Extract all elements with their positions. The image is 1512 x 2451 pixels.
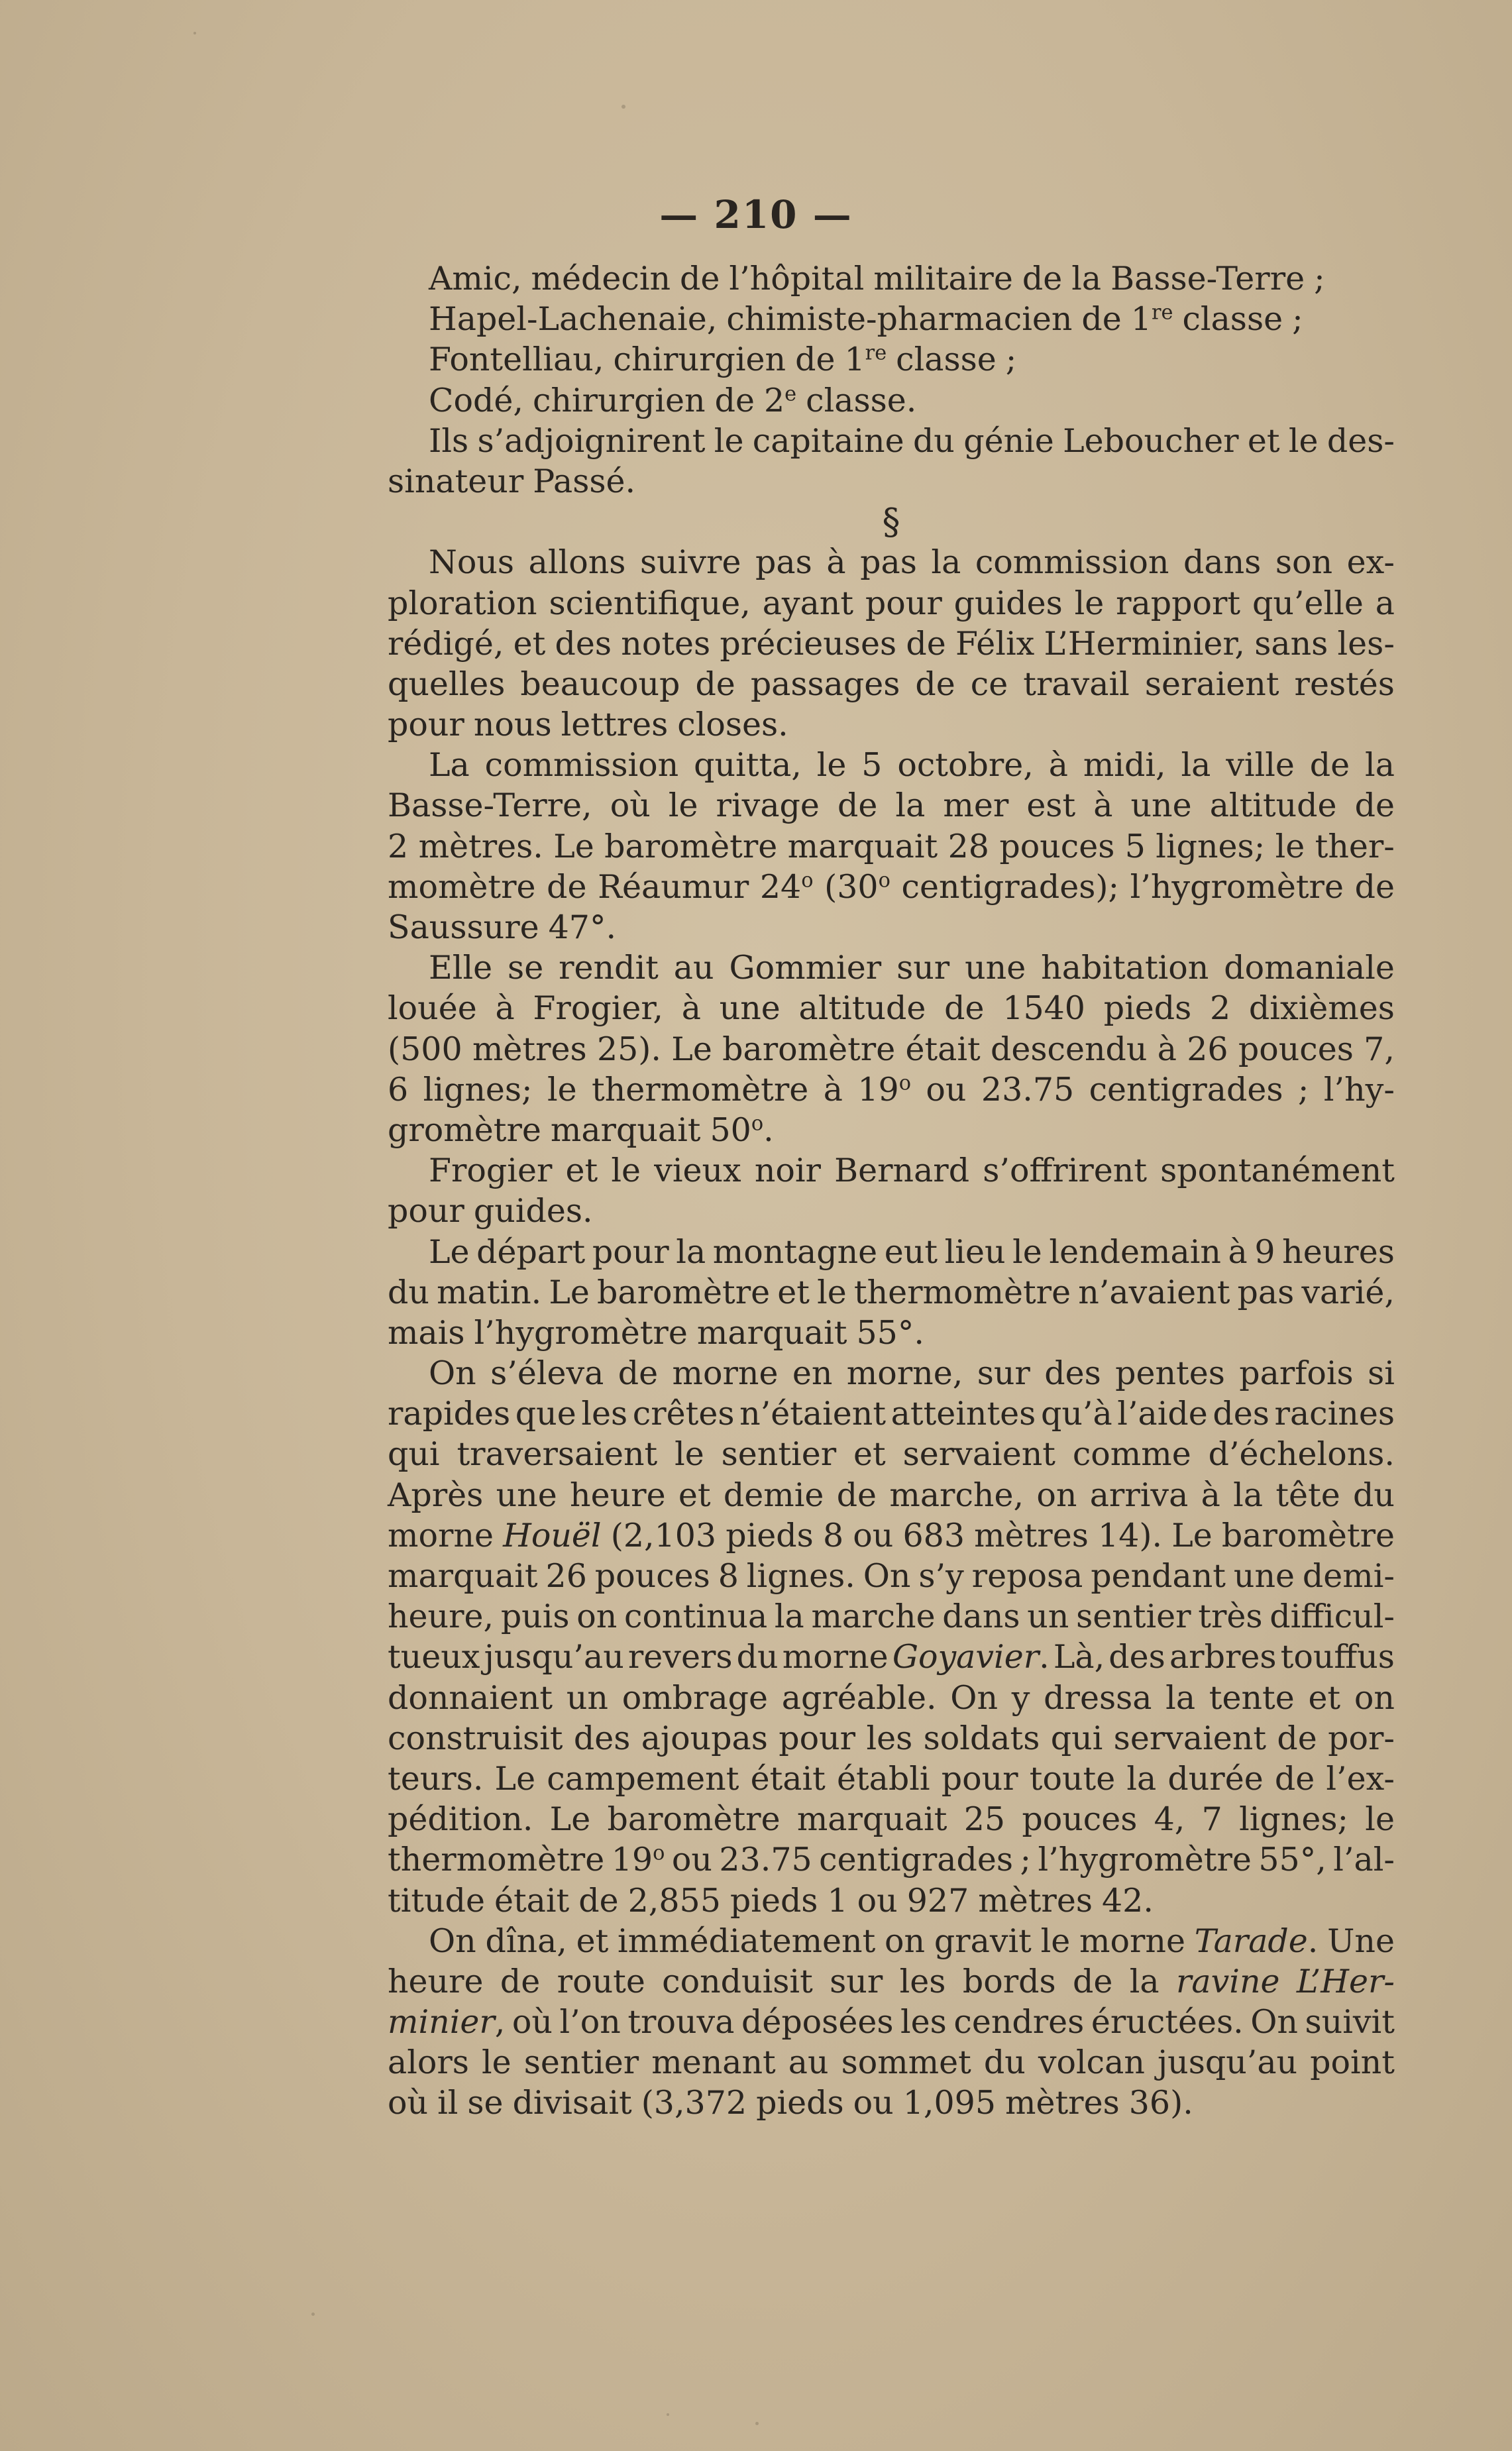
text-line: La commission quitta, le 5 octobre, à midi, la ville de la bbox=[429, 746, 1395, 785]
body-text bbox=[388, 258, 1395, 2124]
text-line: Basse-Terre, où le rivage de la mer est à une altitude de bbox=[388, 787, 1395, 825]
page-number: — 210 — bbox=[659, 192, 853, 237]
text-line: tueux jusqu’au revers du morne Goyavier. Là, des arbres touffus bbox=[388, 1638, 1395, 1676]
text-line: rapides que les crêtes n’étaient atteintes qu’à l’aide des racines bbox=[388, 1395, 1395, 1433]
section-mark: § bbox=[882, 501, 900, 543]
text-line: alors le sentier menant au sommet du volcan jusqu’au point bbox=[388, 2043, 1395, 2082]
text-line: pédition. Le baromètre marquait 25 pouces 4, 7 lignes; le bbox=[388, 1800, 1395, 1839]
text-line: pour nous lettres closes. bbox=[388, 706, 788, 744]
text-line: donnaient un ombrage agréable. On y dressa la tente et on bbox=[388, 1678, 1395, 1717]
text-line: 2 mètres. Le baromètre marquait 28 pouces 5 lignes; le ther- bbox=[388, 827, 1395, 865]
text-line: du matin. Le baromètre et le thermomètre n’avaient pas varié, bbox=[388, 1273, 1395, 1311]
text-line: heure, puis on continua la marche dans un sentier très difficul- bbox=[388, 1598, 1395, 1636]
text-line: Après une heure et demie de marche, on arriva à la tête du bbox=[388, 1476, 1395, 1514]
text-line: titude était de 2,855 pieds 1 ou 927 mètres 42. bbox=[388, 1881, 1154, 1920]
paper-speck bbox=[193, 32, 196, 34]
text-line: 6 lignes; le thermomètre à 19$^o$ ou 23.75 centigrades ; l’hy- bbox=[388, 1070, 1395, 1109]
text-line: momètre de Réaumur 24$^o$ (30$^o$ centigrades); l’hygromètre de bbox=[388, 867, 1395, 906]
text-line: pour guides. bbox=[388, 1192, 593, 1230]
text-line: Codé, chirurgien de 2e classe. bbox=[429, 381, 917, 419]
text-line: mais l’hygromètre marquait 55°. bbox=[388, 1313, 924, 1352]
text-line: ploration scientifique, ayant pour guides le rapport qu’elle a bbox=[388, 584, 1395, 622]
text-line: On dîna, et immédiatement on gravit le morne Tarade. Une bbox=[429, 1922, 1395, 1960]
text-line: minier, où l’on trouva déposées les cendres éructées. On suivit bbox=[388, 2003, 1395, 2042]
text-line: marquait 26 pouces 8 lignes. On s’y reposa pendant une demi- bbox=[388, 1557, 1395, 1595]
text-line: Fontelliau, chirurgien de 1re classe ; bbox=[429, 341, 1017, 379]
text-line: heure de route conduisit sur les bords de la ravine L’Her- bbox=[388, 1962, 1395, 2000]
text-line: qui traversaient le sentier et servaient comme d’échelons. bbox=[388, 1435, 1395, 1474]
text-line: Elle se rendit au Gommier sur une habitation domaniale bbox=[429, 949, 1395, 987]
text-line: On s’éleva de morne en morne, sur des pentes parfois si bbox=[429, 1354, 1395, 1393]
paper-speck bbox=[755, 2422, 759, 2425]
text-line: (500 mètres 25). Le baromètre était descendu à 26 pouces 7, bbox=[388, 1030, 1395, 1068]
text-line: où il se divisait (3,372 pieds ou 1,095 mètres 36). bbox=[388, 2084, 1193, 2122]
text-line: Saussure 47°. bbox=[388, 908, 617, 946]
paper-speck bbox=[311, 2313, 315, 2316]
text-line: Frogier et le vieux noir Bernard s’offrirent spontanément bbox=[429, 1152, 1395, 1190]
text-line: louée à Frogier, à une altitude de 1540 pieds 2 dixièmes bbox=[388, 989, 1395, 1028]
text-line: Hapel-Lachenaie, chimiste-pharmacien de 1re classe ; bbox=[429, 300, 1303, 339]
text-line: Amic, médecin de l’hôpital militaire de la Basse-Terre ; bbox=[429, 260, 1325, 298]
text-line: teurs. Le campement était établi pour toute la durée de l’ex- bbox=[388, 1759, 1395, 1798]
text-line: morne Houël (2,103 pieds 8 ou 683 mètres 14). Le baromètre bbox=[388, 1516, 1395, 1554]
text-line: construisit des ajoupas pour les soldats qui servaient de por- bbox=[388, 1719, 1395, 1757]
text-line: rédigé, et des notes précieuses de Félix L’Herminier, sans les- bbox=[388, 624, 1395, 663]
text-line: thermomètre 19$^o$ ou 23.75 centigrades ; l’hygromètre 55°, l’al- bbox=[388, 1841, 1395, 1879]
paper-speck bbox=[667, 2413, 669, 2416]
text-line: quelles beaucoup de passages de ce travail seraient restés bbox=[388, 665, 1395, 703]
text-line: Le départ pour la montagne eut lieu le lendemain à 9 heures bbox=[429, 1232, 1395, 1271]
text-line: gromètre marquait 50$^o$. bbox=[388, 1111, 774, 1149]
text-line: Nous allons suivre pas à pas la commission dans son ex- bbox=[429, 543, 1395, 582]
text-line: Ils s’adjoignirent le capitaine du génie Leboucher et le des- bbox=[429, 421, 1395, 460]
paper-speck bbox=[621, 105, 625, 109]
text-line: sinateur Passé. bbox=[388, 462, 636, 500]
